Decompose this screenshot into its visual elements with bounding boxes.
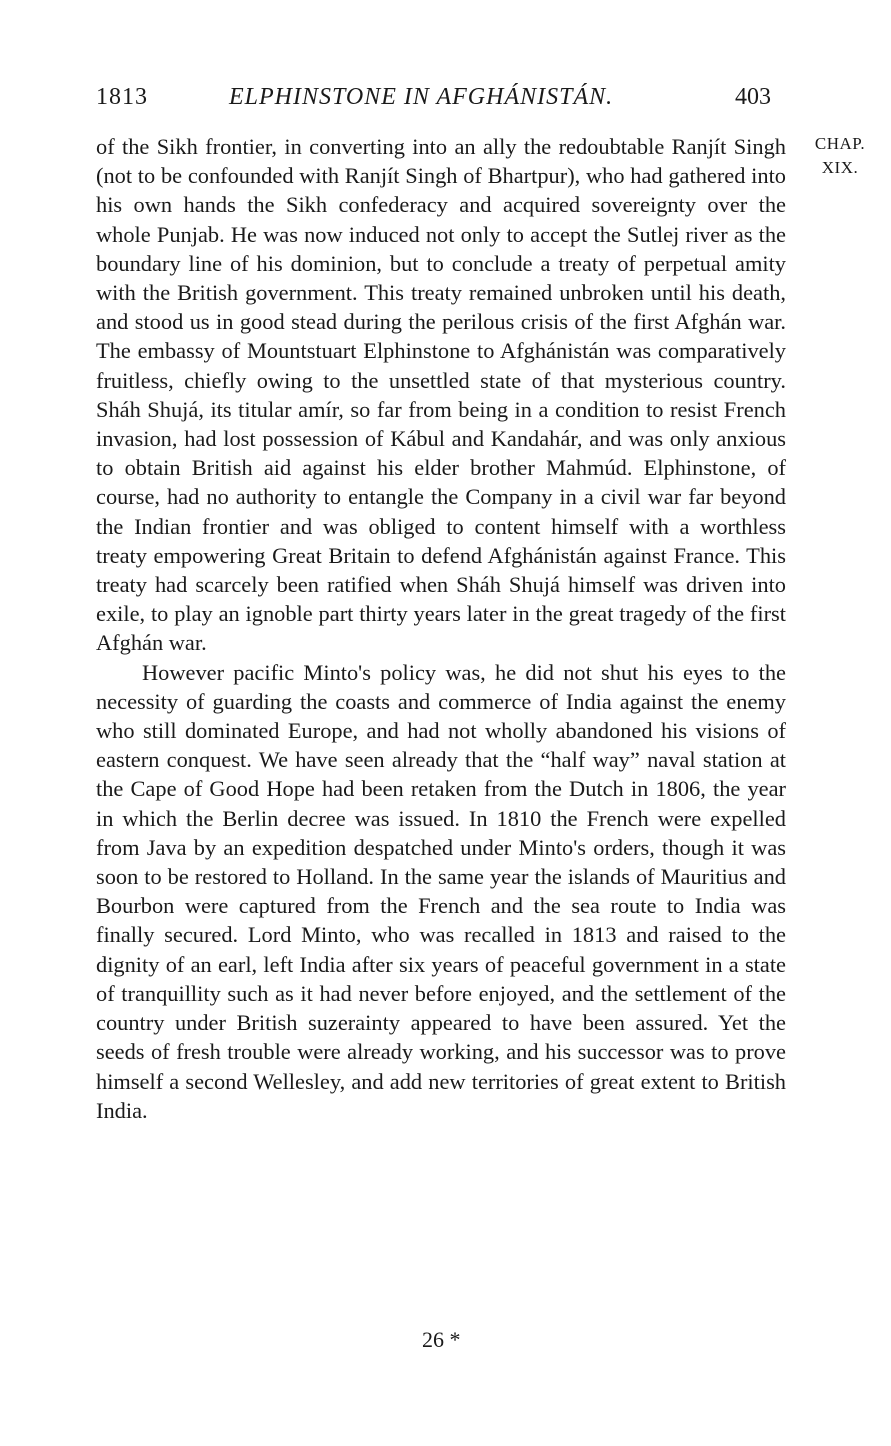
page-number: 403 bbox=[735, 84, 771, 110]
chapter-number: XIX. bbox=[821, 158, 859, 177]
paragraph: of the Sikh frontier, in converting into an ally the redoubtable Ranjít Singh (not to be confounded with Ranjít Singh of Bhartpur), who had gathered into his own hands the Sikh confederacy and acquired sovereignty over the whole Punjab. He was now induced not only to accept the Sutlej river as the boundary line of his dominion, but to conclude a treaty of perpetual amity with the British government. This treaty remained unbroken until his death, and stood us in good stead during the perilous crisis of the first Afghán war. The embassy of Mountstuart Elphinstone to Afghánistán was comparatively fruitless, chiefly owing to the unsettled state of that mysterious country. Sháh Shujá, its titular amír, so far from being in a condition to resist French invasion, had lost possession of Kábul and Kandahár, and was only anxious to obtain British aid against his elder brother Mahmúd. Elphinstone, of course, had no authority to entangle the Company in a civil war far beyond the Indian frontier and was obliged to content himself with a worthless treaty empowering Great Britain to defend Afghánistán against France. This treaty had scarcely been ratified when Sháh Shujá himself was driven into exile, to play an ignoble part thirty years later in the great tragedy of the first Afghán war. bbox=[96, 134, 786, 656]
signature-mark: 26 * bbox=[422, 1327, 461, 1352]
paragraph: However pacific Minto's policy was, he did not shut his eyes to the necessity of guarding the coasts and commerce of India against the enemy who still dominated Europe, and had not wholly abandoned his visions of eastern conquest. We have seen already that the “half way” naval station at the Cape of Good Hope had been retaken from the Dutch in 1806, the year in which the Berlin decree was issued. In 1810 the French were expelled from Java by an expedition despatched under Minto's orders, though it was soon to be restored to Holland. In the same year the islands of Mauritius and Bourbon were captured from the French and the sea route to India was finally secured. Lord Minto, who was recalled in 1813 and raised to the dignity of an earl, left India after six years of peaceful government in a state of tranquillity such as it had never before enjoyed, and the settlement of the country under British suzerainty appeared to have been assured. Yet the seeds of fresh trouble were already working, and his successor was to prove himself a second Wellesley, and add new territories of great extent to British India. bbox=[96, 659, 786, 1123]
body-text bbox=[96, 132, 786, 1125]
chapter-label: CHAP. bbox=[814, 134, 866, 153]
header-year: 1813 bbox=[96, 84, 148, 110]
chapter-margin-note bbox=[800, 132, 880, 180]
header-title: ELPHINSTONE IN AFGHÁNISTÁN. bbox=[229, 84, 614, 110]
running-head bbox=[96, 80, 796, 114]
